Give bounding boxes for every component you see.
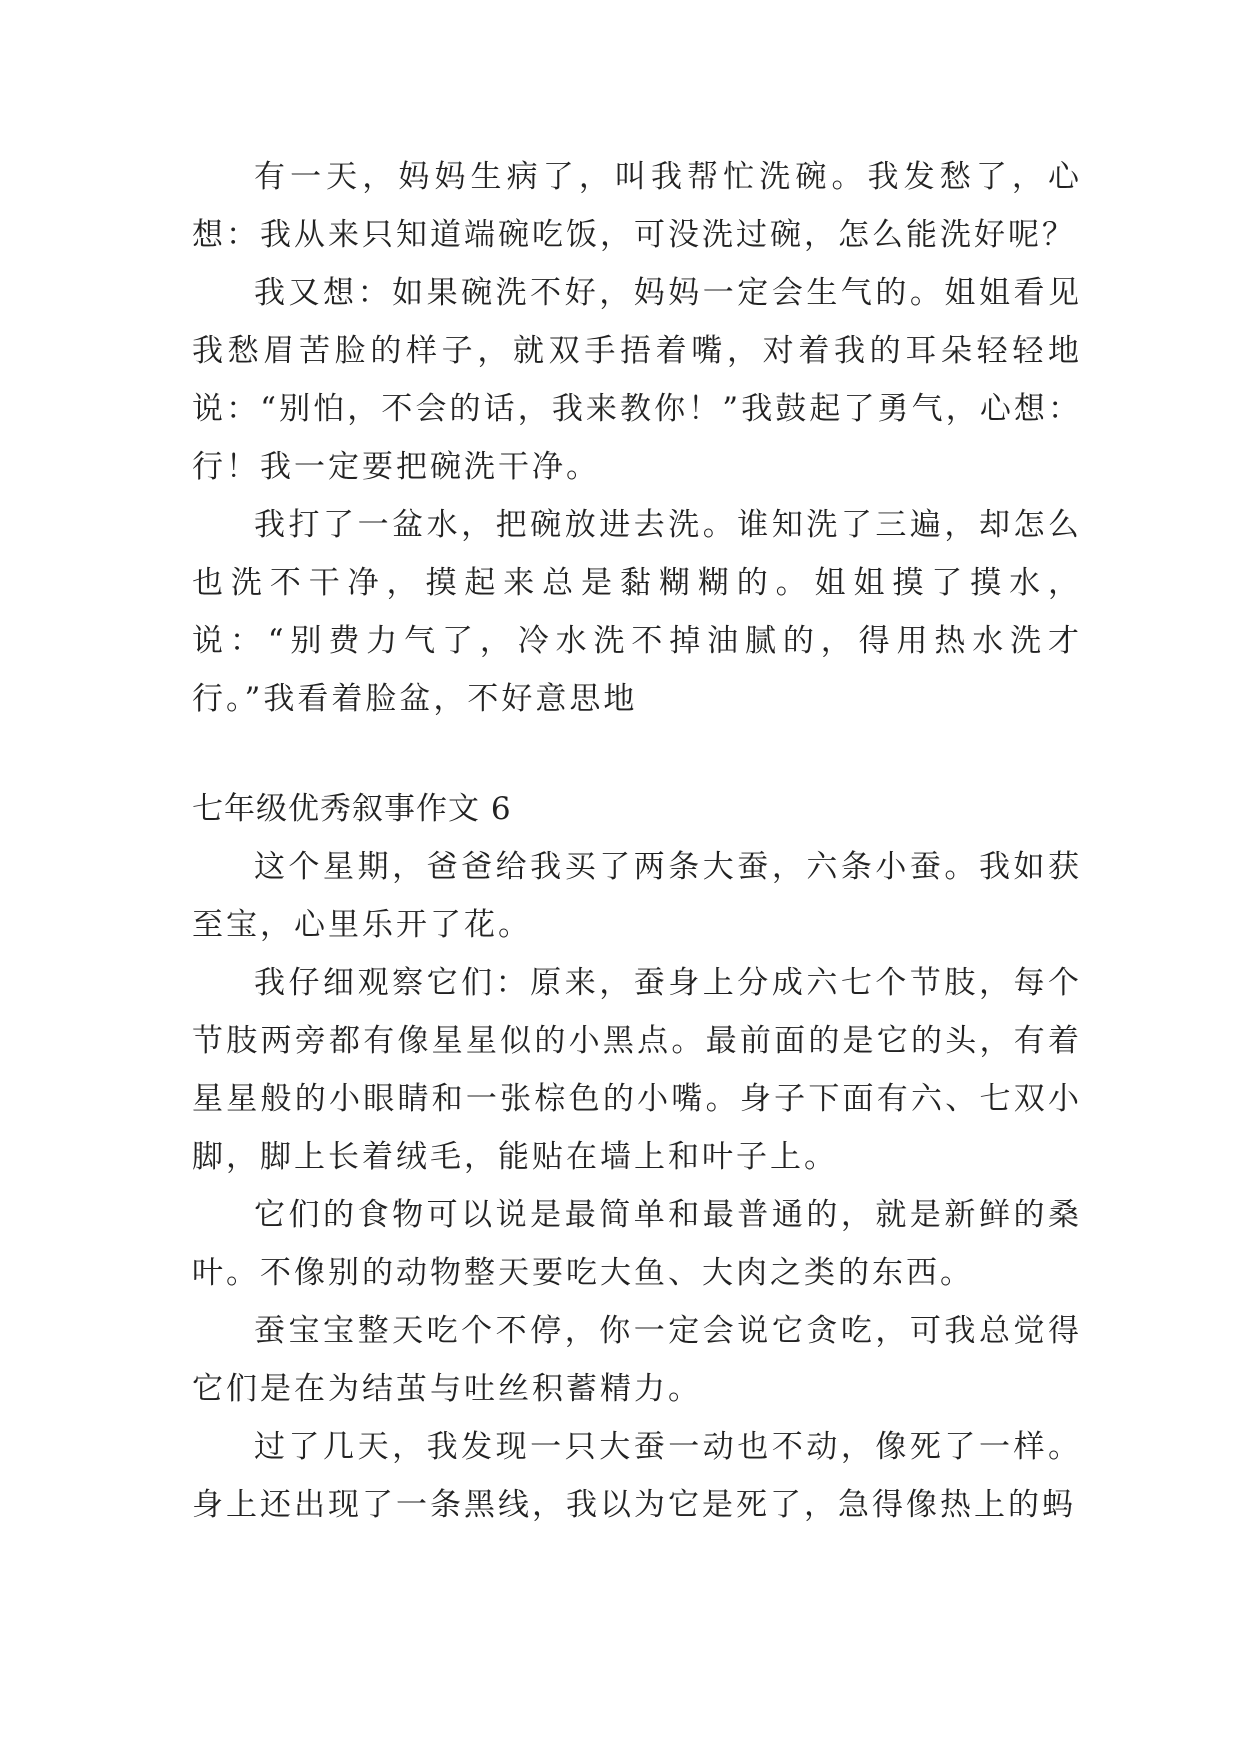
paragraph-silkworm-still: 过了几天，我发现一只大蚕一动也不动，像死了一样。身上还出现了一条黑线，我以为它是死了，急得像热上的蚂 — [192, 1429, 1082, 1523]
paragraph-sister-encourages: 我又想：如果碗洗不好，妈妈一定会生气的。姐姐看见我愁眉苦脸的样子，就双手捂着嘴，对着我的耳朵轻轻地说：“别怕，不会的话，我来教你！”我鼓起了勇气，心想：行！我一定要把碗洗干净。 — [192, 275, 1082, 485]
paragraph-silkworm-food: 它们的食物可以说是最简单和最普通的，就是新鲜的桑叶。不像别的动物整天要吃大鱼、大肉之类的东西。 — [192, 1197, 1082, 1291]
paragraph-wash-bowls-intro: 有一天，妈妈生病了，叫我帮忙洗碗。我发愁了，心想：我从来只知道端碗吃饭，可没洗过碗，怎么能洗好呢？ — [192, 159, 1082, 253]
paragraph-silkworm-observation: 我仔细观察它们：原来，蚕身上分成六七个节肢，每个节肢两旁都有像星星似的小黑点。最前面的是它的头，有着星星般的小眼睛和一张棕色的小嘴。身子下面有六、七双小脚，脚上长着绒毛，能贴在墙上和叶子上。 — [192, 965, 1082, 1175]
section-title: 七年级优秀叙事作文 6 — [192, 791, 512, 827]
document-body — [192, 148, 1082, 1534]
paragraph-silkworm-eating: 蚕宝宝整天吃个不停，你一定会说它贪吃，可我总觉得它们是在为结茧与吐丝积蓄精力。 — [192, 1313, 1082, 1407]
paragraph-silkworms-gift: 这个星期，爸爸给我买了两条大蚕，六条小蚕。我如获至宝，心里乐开了花。 — [192, 849, 1082, 943]
paragraph-washing-attempt: 我打了一盆水，把碗放进去洗。谁知洗了三遍，却怎么也洗不干净，摸起来总是黏糊糊的。姐姐摸了摸水，说：“别费力气了，冷水洗不掉油腻的，得用热水洗才行。”我看着脸盆，不好意思地 — [192, 507, 1082, 717]
